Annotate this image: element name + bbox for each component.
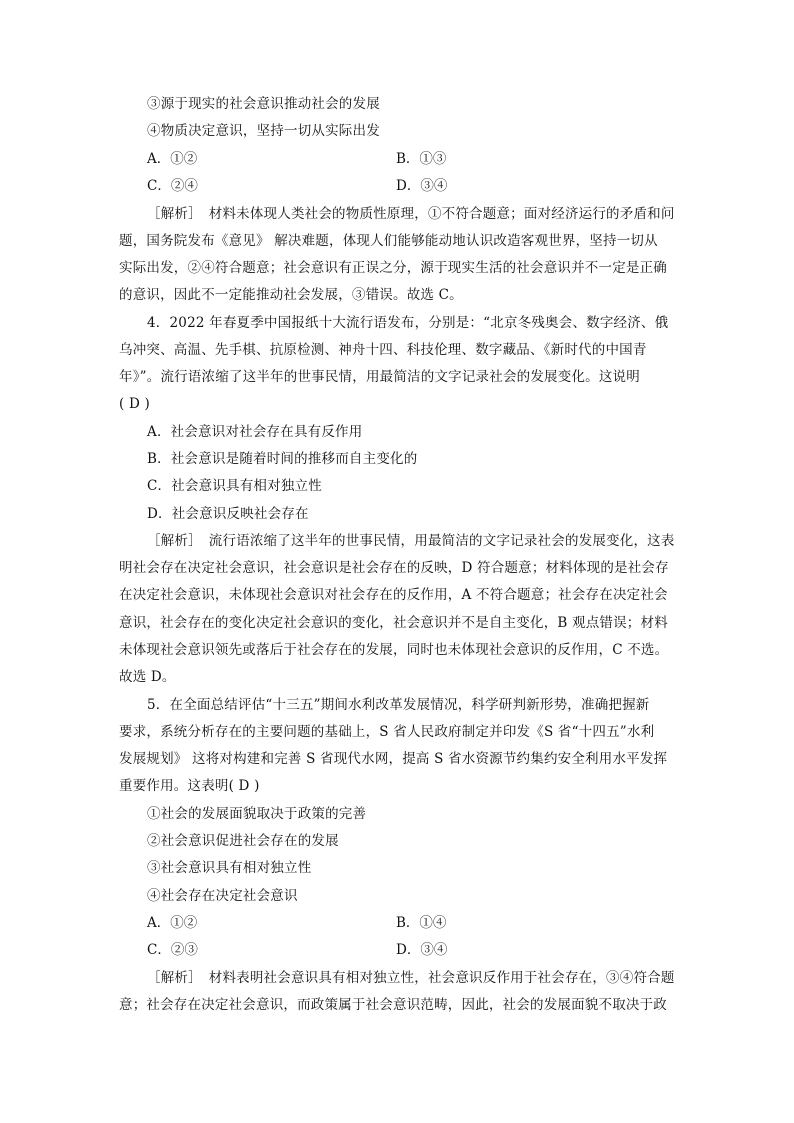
q4-analysis-line: 意识，社会存在的变化决定社会意识的变化，社会意识并不是自主变化，B 观点错误；材料	[119, 615, 668, 631]
q4-stem-line: 年》”。流行语浓缩了这半年的世事民情，用最简洁的文字记录社会的发展变化。这说明	[119, 369, 640, 385]
q5-item-3: ③社会意识具有相对独立性	[147, 860, 312, 876]
q4-analysis-line: 明社会存在决定社会意识，社会意识是社会存在的反映，D 符合题意；材料体现的是社会存	[119, 560, 669, 576]
q3-analysis-line: 的意识，因此不一定能推动社会发展，③错误。故选 C。	[119, 287, 463, 303]
q5-stem-line: 要求，系统分析存在的主要问题的基础上，S 省人民政府制定并印发《S 省“十四五”水利	[119, 724, 655, 740]
q3-option-b: B．①③	[396, 151, 447, 167]
q5-analysis-line: 意；社会存在决定社会意识，而政策属于社会意识范畴，因此，社会的发展面貌不取决于政	[119, 997, 667, 1013]
q5-option-c: C．②③	[147, 942, 198, 958]
q5-option-d: D．③④	[396, 942, 448, 958]
q3-analysis-line: 题，国务院发布《意见》 解决难题，体现人们能够能动地认识改造客观世界，坚持一切从	[119, 233, 658, 249]
q5-stem-line: 重要作用。这表明( D )	[119, 778, 260, 794]
q4-stem-line: 乌冲突、高温、先手棋、抗原检测、神舟十四、科技伦理、数字藏品、《新时代的中国青	[119, 342, 647, 358]
q4-stem-line: 4．2022 年春夏季中国报纸十大流行语发布，分别是：“北京冬残奥会、数字经济、俄	[147, 315, 669, 331]
q4-analysis-line: 未体现社会意识领先或落后于社会存在的发展，同时也未体现社会意识的反作用，C 不选。	[119, 642, 669, 658]
q4-option-b: B．社会意识是随着时间的推移而自主变化的	[147, 451, 418, 467]
q5-option-b: B．①④	[396, 915, 447, 931]
q4-analysis-line: ［解析］ 流行语浓缩了这半年的世事民情，用最简洁的文字记录社会的发展变化，这表	[147, 533, 675, 549]
q4-analysis-line: 在决定社会意识，未体现社会意识对社会存在的反作用，A 不符合题意；社会存在决定社会	[119, 587, 668, 603]
q4-option-a: A．社会意识对社会存在具有反作用	[147, 424, 363, 440]
q4-option-d: D．社会意识反映社会存在	[147, 506, 309, 522]
q5-analysis-line: ［解析］ 材料表明社会意识具有相对独立性，社会意识反作用于社会存在，③④符合题	[147, 970, 675, 986]
q4-answer: ( D )	[119, 396, 150, 412]
q3-item-3: ③源于现实的社会意识推动社会的发展	[147, 96, 380, 112]
q4-option-c: C．社会意识具有相对独立性	[147, 478, 322, 494]
q3-analysis-line: 实际出发，②④符合题意；社会意识有正误之分，源于现实生活的社会意识并不一定是正确	[119, 260, 667, 276]
q3-option-a: A．①②	[147, 151, 198, 167]
q5-item-2: ②社会意识促进社会存在的发展	[147, 833, 339, 849]
q5-stem-line: 5．在全面总结评估“十三五”期间水利改革发展情况，科学研判新形势，准确把握新	[147, 697, 650, 713]
q5-stem-line: 发展规划》 这将对构建和完善 S 省现代水网，提高 S 省水资源节约集约安全利用水平发挥	[119, 751, 668, 767]
q3-item-4: ④物质决定意识，坚持一切从实际出发	[147, 123, 380, 139]
q5-item-1: ①社会的发展面貌取决于政策的完善	[147, 806, 367, 822]
q5-item-4: ④社会存在决定社会意识	[147, 888, 298, 904]
q3-option-d: D．③④	[396, 178, 448, 194]
q4-analysis-line: 故选 D。	[119, 669, 176, 685]
q3-option-c: C．②④	[147, 178, 198, 194]
q3-analysis-line: ［解析］ 材料未体现人类社会的物质性原理，①不符合题意；面对经济运行的矛盾和问	[147, 206, 675, 222]
q5-option-a: A．①②	[147, 915, 198, 931]
